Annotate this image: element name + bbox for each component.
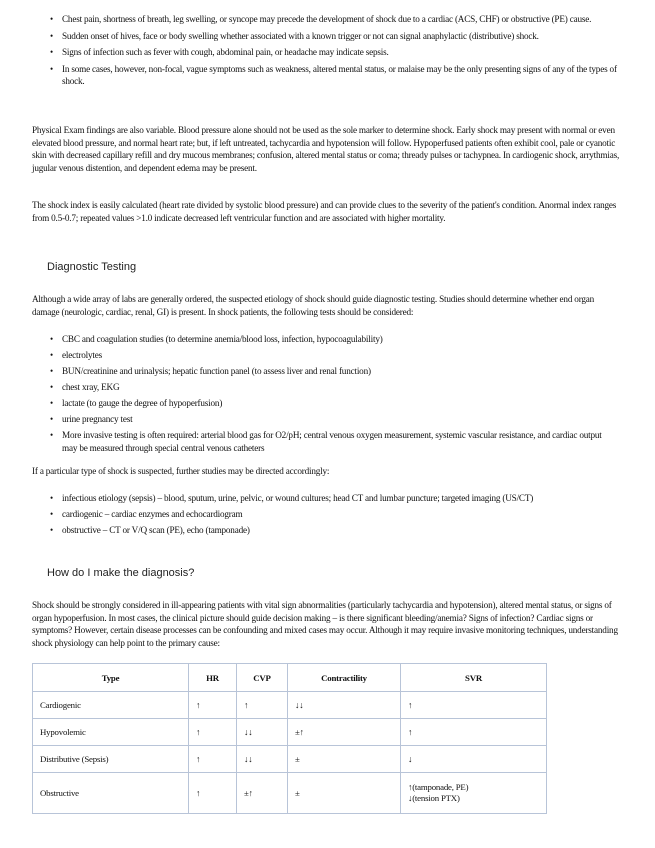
type-cell: Obstructive (33, 773, 189, 814)
physical-exam-paragraph: Physical Exam findings are also variable. Blood pressure alone should not be used as the sole marker to determine shock. Early shock may present with normal or even elevated blood pressure, and normal heart rate; but, if left untreated, tachycardia and hypotension will follow. Hypoperfused patients often exhibit cool, pale or cyanotic skin with decreased capillary refill and dry mucous membranes; confusion, altered mental status or coma; thready pulses or tachypnea. In cardiogenic shock, arrythmias, jugular venous distention, and dependent edema may be present. (32, 125, 620, 173)
shock-index-paragraph: The shock index is easily calculated (heart rate divided by systolic blood pressure) and can provide clues to the severity of the patient's condition. Anormal index ranges from 0.5-0.7; repeated values >1.0 indicate decreased left ventricular function and are associated with higher mortality. (32, 200, 617, 223)
hr-cell: ↑ (189, 692, 237, 719)
table-row (33, 773, 547, 814)
cvp-cell: ±↑ (237, 773, 288, 814)
list-item: • urine pregnancy test (62, 413, 617, 426)
svr-line: ↓(tension PTX) (408, 793, 460, 803)
contractility-cell: ±↑ (288, 719, 401, 746)
list-item: • electrolytes (62, 349, 617, 362)
list-item: • Chest pain, shortness of breath, leg swelling, or syncope may precede the development of shock due to a cardiac (ACS, CHF) or obstructive (PE) cause. (62, 13, 617, 26)
contractility-cell: ± (288, 773, 401, 814)
list-item: • cardiogenic – cardiac enzymes and echocardiogram (62, 508, 617, 521)
svr-cell: ↑ (401, 692, 547, 719)
column-header-contractility: Contractility (288, 664, 401, 692)
diagnostic-tests-list (62, 333, 617, 454)
list-item: • BUN/creatinine and urinalysis; hepatic function panel (to assess liver and renal function) (62, 365, 617, 378)
table-row (33, 719, 547, 746)
svr-cell: ↓ (401, 746, 547, 773)
list-item: • chest xray, EKG (62, 381, 617, 394)
table-row (33, 746, 547, 773)
contractility-cell: ± (288, 746, 401, 773)
diagnosis-paragraph: Shock should be strongly considered in ill-appearing patients with vital sign abnormalities (particularly tachycardia and hypotension), altered mental status, or signs of organ hypoperfusion. In most cases, the clinical picture should guide decision making – is there significant bleeding/anemia? Signs of infection? Cardiac signs or symptoms? However, certain disease processes can be confounding and mixed cases may occur. Although it may require invasive monitoring techniques, understanding shock physiology can help point to the primary cause: (32, 600, 618, 648)
column-header-svr: SVR (401, 664, 547, 692)
list-item: • infectious etiology (sepsis) – blood, sputum, urine, pelvic, or wound cultures; head CT and lumbar puncture; targeted imaging (US/CT) (62, 492, 617, 505)
diagnostic-intro-paragraph: Although a wide array of labs are generally ordered, the suspected etiology of shock should guide diagnostic testing. Studies should determine whether end organ damage (neurologic, cardiac, renal, GI) is present. In shock patients, the following tests should be considered: (32, 294, 595, 317)
list-item: • Signs of infection such as fever with cough, abdominal pain, or headache may indicate sepsis. (62, 46, 617, 59)
suspected-intro-paragraph: If a particular type of shock is suspected, further studies may be directed accordingly: (32, 466, 330, 476)
svr-cell: ↑ (401, 719, 547, 746)
list-item: • obstructive – CT or V/Q scan (PE), echo (tamponade) (62, 524, 617, 537)
hr-cell: ↑ (189, 746, 237, 773)
hr-cell: ↑ (189, 773, 237, 814)
list-item: • CBC and coagulation studies (to determine anemia/blood loss, infection, hypocoagulability) (62, 333, 617, 346)
hr-cell: ↑ (189, 719, 237, 746)
column-header-hr: HR (189, 664, 237, 692)
list-item: • In some cases, however, non-focal, vague symptoms such as weakness, altered mental status, or malaise may be the only presenting signs of any of the types of shock. (62, 63, 617, 88)
list-item: • More invasive testing is often required: arterial blood gas for O2/pH; central venous oxygen measurement, systemic vascular resistance, and cardiac output may be measured through special central venous catheters (62, 429, 617, 454)
presenting-signs-list (62, 13, 617, 88)
type-cell: Cardiogenic (33, 692, 189, 719)
column-header-cvp: CVP (237, 664, 288, 692)
cvp-cell: ↑ (237, 692, 288, 719)
table-row (33, 692, 547, 719)
suspected-tests-list (62, 492, 617, 537)
list-item: • lactate (to gauge the degree of hypoperfusion) (62, 397, 617, 410)
diagnosis-heading: How do I make the diagnosis? (47, 567, 195, 579)
type-cell: Hypovolemic (33, 719, 189, 746)
diagnostic-testing-heading: Diagnostic Testing (47, 261, 137, 273)
cvp-cell: ↓↓ (237, 746, 288, 773)
column-header-type: Type (33, 664, 189, 692)
shock-physiology-table (32, 663, 547, 814)
table-header-row (33, 664, 547, 692)
cvp-cell: ↓↓ (237, 719, 288, 746)
type-cell: Distributive (Sepsis) (33, 746, 189, 773)
svr-line: ↑(tamponade, PE) (408, 782, 469, 792)
contractility-cell: ↓↓ (288, 692, 401, 719)
list-item: • Sudden onset of hives, face or body swelling whether associated with a known trigger or not can signal anaphylactic (distributive) shock. (62, 30, 617, 43)
svr-cell (401, 773, 547, 814)
